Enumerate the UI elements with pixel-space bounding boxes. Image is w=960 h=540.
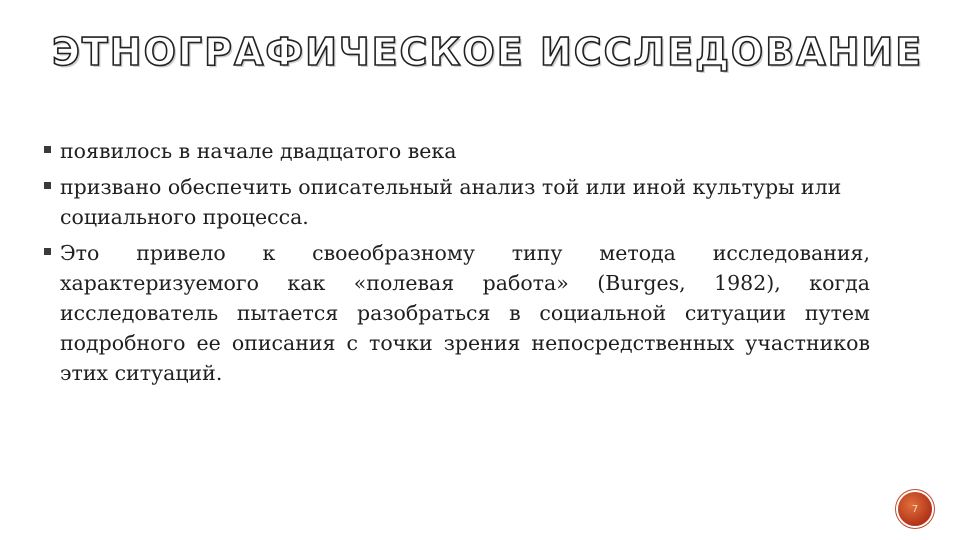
square-bullet-icon (44, 248, 51, 255)
bullet-item (44, 238, 870, 388)
square-bullet-icon (44, 146, 51, 153)
bullet-list (44, 136, 870, 394)
page-number: 7 (911, 503, 919, 515)
bullet-item (44, 136, 870, 166)
bullet-item (44, 172, 870, 232)
bullet-text: Это привело к своеобразному типу метода исследования, характеризуемого как «полевая работа» (Burges, 1982), когда исследователь пытается разобраться в социальной ситуации путем подробного ее описания с точки зрения непосредственных участников этих ситуаций. (60, 241, 870, 385)
bullet-text: появилось в начале двадцатого века (60, 139, 457, 163)
slide-title: ЭТНОГРАФИЧЕСКОЕ ИССЛЕДОВАНИЕ (52, 30, 924, 74)
square-bullet-icon (44, 182, 51, 189)
bullet-text: призвано обеспечить описательный анализ той или иной культуры или социального процесса. (60, 175, 842, 229)
page-number-badge (898, 492, 932, 526)
